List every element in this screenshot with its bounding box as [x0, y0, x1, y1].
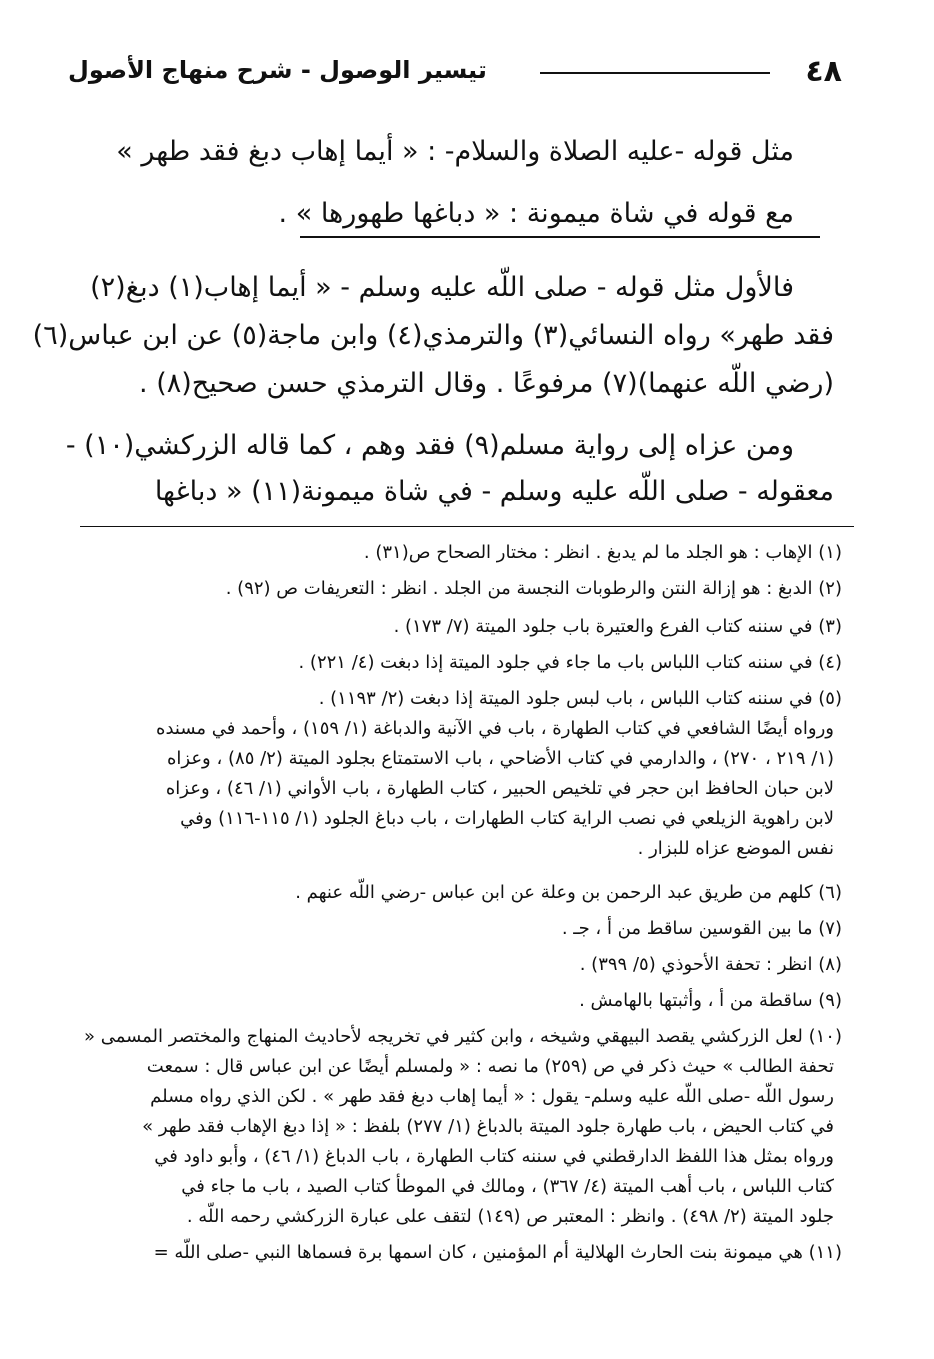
body-line-2: فقد طهر» رواه النسائي(٣) والترمذي(٤) وابن ماجة(٥) عن ابن عباس(٦) [32, 320, 834, 351]
footnote-5-line-b: (١/ ٢١٩ ، ٢٧٠) ، والدارمي في كتاب الأضاحي ، باب الاستمتاع بجلود الميتة (٢/ ٨٥) ، وعزاه [166, 748, 834, 769]
footnote-5-line-d: لابن راهوية الزيلعي في نصب الراية كتاب الطهارات ، باب دباغ الجلود (١/ ١١٥-١١٦) وفي [180, 808, 834, 829]
body-line-5: معقوله - صلى اللّه عليه وسلم - في شاة ميمونة(١١) « دباغها [154, 476, 834, 507]
footnote-7: (٧) ما بين القوسين ساقط من أ ، جـ . [561, 918, 842, 939]
footnote-5: (٥) في سننه كتاب اللباس ، باب لبس جلود الميتة إذا دبغت (٢/ ١١٩٣) . [318, 688, 842, 709]
footnote-2: (٢) الدبغ : هو إزالة النتن والرطوبات النجسة من الجلد . انظر : التعريفات ص (٩٢) . [225, 578, 842, 599]
body-line-4: ومن عزاه إلى رواية مسلم(٩) فقد وهم ، كما قاله الزركشي(١٠) - [65, 430, 794, 461]
footnote-10-line-c: في كتاب الحيض ، باب طهارة جلود الميتة بالدباغ (١/ ٢٧٧) بلفظ : « إذا دبغ الإهاب فقد طهر » [142, 1116, 834, 1137]
footnote-9: (٩) ساقطة من أ ، وأثبتها بالهامش . [579, 990, 842, 1011]
footnote-5-line-a: ورواه أيضًا الشافعي في كتاب الطهارة ، باب في الآنية والدباغة (١/ ١٥٩) ، وأحمد في مسنده [156, 718, 834, 739]
header-rule [540, 72, 770, 74]
footnote-4: (٤) في سننه كتاب اللباس باب ما جاء في جلود الميتة إذا دبغت (٤/ ٢٢١) . [298, 652, 842, 673]
footnote-5-line-e: نفس الموضع عزاه للبزار . [637, 838, 834, 859]
body-line-1: فالأول مثل قوله - صلى اللّه عليه وسلم - « أيما إهاب(١) دبغ(٢) [90, 272, 794, 303]
running-title: تيسير الوصول - شرح منهاج الأصول [68, 56, 487, 84]
matn-line-2: مع قوله في شاة ميمونة : « دباغها طهورها » . [278, 198, 794, 229]
footnote-11: (١١) هي ميمونة بنت الحارث الهلالية أم المؤمنين ، كان اسمها برة فسماها النبي -صلى اللّه = [153, 1242, 842, 1263]
footnote-divider [80, 526, 854, 527]
matn-underline [300, 236, 820, 238]
footnote-5-line-c: لابن حبان الحافظ ابن حجر في تلخيص الحبير ، كتاب الطهارة ، باب الأواني (١/ ٤٦) ، وعزاه [165, 778, 834, 799]
footnote-1: (١) الإهاب : هو الجلد ما لم يدبغ . انظر : مختار الصحاح ص(٣١) . [363, 542, 842, 563]
footnote-6: (٦) كلهم من طريق عبد الرحمن بن وعلة عن ابن عباس -رضي اللّه عنهم . [295, 882, 842, 903]
footnote-10-line-a: تحفة الطالب » حيث ذكر في ص (٢٥٩) ما نصه : « ولمسلم أيضًا عن ابن عباس قال : سمعت [146, 1056, 834, 1077]
footnote-3: (٣) في سننه كتاب الفرع والعتيرة باب جلود الميتة (٧/ ١٧٣) . [393, 616, 842, 637]
body-line-3: (رضي اللّه عنهما)(٧) مرفوعًا . وقال الترمذي حسن صحيح(٨) . [139, 368, 834, 399]
page-number: ٤٨ [805, 54, 842, 89]
matn-line-1: مثل قوله -عليه الصلاة والسلام- : « أيما إهاب دبغ فقد طهر » [116, 136, 794, 167]
footnote-10-line-b: رسول اللّه -صلى اللّه عليه وسلم- يقول : « أيما إهاب دبغ فقد طهر » . لكن الذي رواه مسلم [150, 1086, 834, 1107]
footnote-10-line-d: ورواه بمثل هذا اللفظ الدارقطني في سننه كتاب الطهارة ، باب الدباغ (١/ ٤٦) ، وأبو داود في [154, 1146, 834, 1167]
footnote-10-line-f: جلود الميتة (٢/ ٤٩٨) . وانظر : المعتبر ص (١٤٩) لتقف على عبارة الزركشي رحمه اللّه . [186, 1206, 834, 1227]
footnote-10: (١٠) لعل الزركشي يقصد البيهقي وشيخه ، وابن كثير في تخريجه لأحاديث المنهاج والمختصر المسمى « [83, 1026, 842, 1047]
footnote-10-line-e: كتاب اللباس ، باب أهب الميتة (٤/ ٣٦٧) ، ومالك في الموطأ كتاب الصيد ، باب ما جاء في [181, 1176, 834, 1197]
footnote-8: (٨) انظر : تحفة الأحوذي (٥/ ٣٩٩) . [579, 954, 842, 975]
